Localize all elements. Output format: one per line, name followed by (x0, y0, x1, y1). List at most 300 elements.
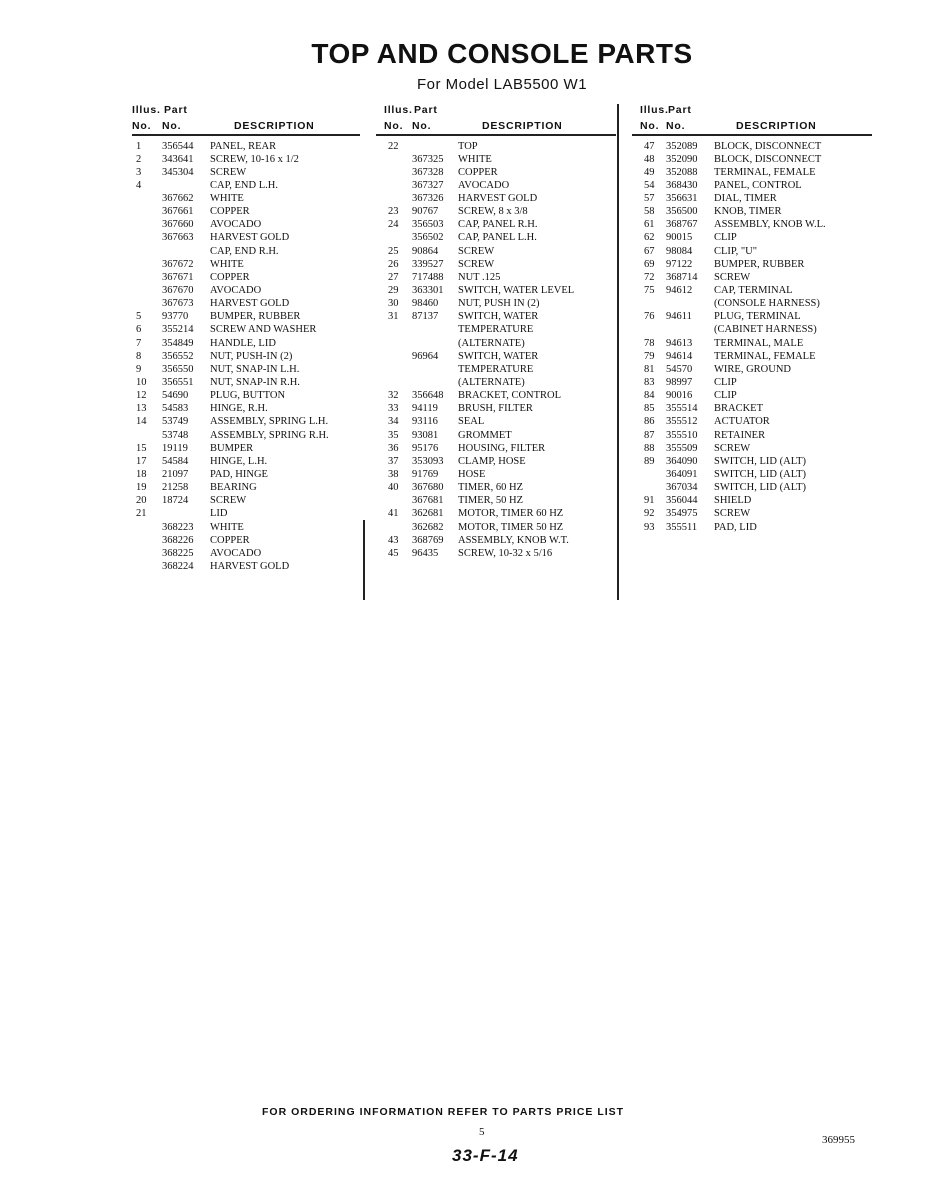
illus-label: Illus. (384, 104, 413, 116)
part-description: AVOCADO (210, 219, 262, 231)
part-row (376, 350, 616, 363)
part-row (376, 205, 616, 218)
parts-column-2 (376, 102, 616, 560)
part-number: 368225 (162, 547, 194, 559)
part-description: HOUSING, FILTER (458, 442, 546, 454)
part-row (632, 415, 872, 428)
part-row (632, 521, 872, 534)
illus-number: 92 (644, 508, 655, 520)
part-row (376, 258, 616, 271)
part-number: 367663 (162, 232, 194, 244)
part-description: MOTOR, TIMER 50 HZ (458, 521, 564, 533)
illus-number: 31 (388, 311, 399, 323)
part-row (632, 153, 872, 166)
illus-number: 6 (136, 324, 142, 336)
part-description: COPPER (210, 271, 250, 283)
part-row (376, 507, 616, 520)
part-description: TIMER, 50 HZ (458, 495, 524, 507)
part-number: 368769 (412, 534, 444, 546)
illus-number: 76 (644, 311, 655, 323)
part-row (132, 521, 360, 534)
part-row (132, 310, 360, 323)
part-description: PAD, LID (714, 521, 757, 533)
part-description: RETAINER (714, 429, 766, 441)
part-row (376, 153, 616, 166)
part-description: LID (210, 508, 228, 520)
part-number: 98460 (412, 298, 439, 310)
model-subtitle: For Model LAB5500 W1 (416, 76, 588, 93)
part-description: NUT, PUSH IN (2) (458, 298, 540, 310)
illus-number: 40 (388, 482, 399, 494)
part-number: 354975 (666, 508, 698, 520)
part-number: 356552 (162, 350, 194, 362)
part-description: PANEL, CONTROL (714, 179, 802, 191)
part-number: 97122 (666, 258, 693, 270)
illus-number: 69 (644, 258, 655, 270)
column-divider (363, 520, 365, 600)
part-number: 53748 (162, 429, 189, 441)
illus-number: 7 (136, 337, 142, 349)
part-description: BEARING (210, 482, 257, 494)
part-description: SWITCH, LID (ALT) (714, 482, 807, 494)
part-number: 90015 (666, 232, 693, 244)
part-row (376, 245, 616, 258)
part-description: AVOCADO (210, 547, 262, 559)
part-description: ACTUATOR (714, 416, 770, 428)
part-number: 355509 (666, 442, 698, 454)
part-row (132, 192, 360, 205)
part-row (376, 442, 616, 455)
part-number: 367661 (162, 206, 194, 218)
part-description: TERMINAL, FEMALE (714, 166, 816, 178)
description-header: DESCRIPTION (482, 120, 563, 132)
part-number: 93770 (162, 311, 189, 323)
part-description: CLIP, "U" (714, 245, 757, 257)
part-row (376, 337, 616, 350)
part-number: 94612 (666, 285, 693, 297)
illus-number: 67 (644, 245, 655, 257)
handwritten-code: 33-F-14 (452, 1146, 519, 1165)
part-description: COPPER (458, 166, 498, 178)
part-row (376, 415, 616, 428)
part-row (632, 284, 872, 297)
part-description: WHITE (458, 153, 492, 165)
illus-number: 22 (388, 140, 399, 152)
part-description: PLUG, BUTTON (210, 390, 286, 402)
part-row (376, 481, 616, 494)
illus-number: 83 (644, 377, 655, 389)
part-description: SCREW, 10-16 x 1/2 (210, 153, 299, 165)
part-row (632, 297, 872, 310)
part-description: CAP, PANEL L.H. (458, 232, 537, 244)
part-number: 94611 (666, 311, 692, 323)
illus-number: 8 (136, 350, 142, 362)
part-row (376, 284, 616, 297)
part-description: CLIP (714, 377, 737, 389)
part-number: 356551 (162, 377, 194, 389)
column-header (376, 118, 616, 134)
column-divider (617, 104, 619, 600)
illus-number: 20 (136, 495, 147, 507)
part-row (632, 231, 872, 244)
illus-number: 33 (388, 403, 399, 415)
part-description: PANEL, REAR (210, 140, 277, 152)
part-description: HOSE (458, 469, 486, 481)
column-header-top (632, 102, 872, 118)
part-description: SCREW (714, 442, 751, 454)
part-row (376, 297, 616, 310)
part-number: 717488 (412, 271, 444, 283)
part-row (132, 179, 360, 192)
illus-number: 61 (644, 219, 655, 231)
part-number: 53749 (162, 416, 189, 428)
part-row (132, 166, 360, 179)
part-row (632, 429, 872, 442)
part-row (132, 429, 360, 442)
part-number: 367325 (412, 153, 444, 165)
illus-number: 87 (644, 429, 655, 441)
part-number: 87137 (412, 311, 439, 323)
part-row (132, 481, 360, 494)
illus-number: 13 (136, 403, 147, 415)
part-description: ASSEMBLY, KNOB W.T. (458, 534, 569, 546)
part-number: 98084 (666, 245, 693, 257)
illus-number: 27 (388, 271, 399, 283)
part-row (632, 179, 872, 192)
part-row (132, 231, 360, 244)
page-number: 5 (479, 1126, 485, 1138)
part-description: WHITE (210, 521, 244, 533)
illus-number: 5 (136, 311, 142, 323)
part-number: 367660 (162, 219, 194, 231)
illus-number: 26 (388, 258, 399, 270)
illus-number: 38 (388, 469, 399, 481)
part-row (132, 363, 360, 376)
part-row (632, 507, 872, 520)
part-row (132, 455, 360, 468)
part-description: CLIP (714, 390, 737, 402)
part-description: AVOCADO (210, 285, 262, 297)
part-number: 367326 (412, 193, 444, 205)
part-description: HARVEST GOLD (210, 232, 290, 244)
part-description: KNOB, TIMER (714, 206, 782, 218)
part-row (132, 258, 360, 271)
part-row (632, 140, 872, 153)
illus-number: 17 (136, 455, 147, 467)
part-description: SCREW, 8 x 3/8 (458, 206, 528, 218)
part-description: CAP, PANEL R.H. (458, 219, 538, 231)
illus-number: 18 (136, 469, 147, 481)
part-number: 356550 (162, 363, 194, 375)
part-description: HINGE, L.H. (210, 455, 268, 467)
part-number: 96964 (412, 350, 439, 362)
illus-number: 35 (388, 429, 399, 441)
part-description: (ALTERNATE) (458, 377, 525, 389)
part-row (376, 547, 616, 560)
column-header-top (376, 102, 616, 118)
part-row (632, 310, 872, 323)
part-description: GROMMET (458, 429, 512, 441)
part-row (132, 442, 360, 455)
part-row (132, 153, 360, 166)
part-row (376, 376, 616, 389)
part-description: SCREW (714, 508, 751, 520)
part-description: BRUSH, FILTER (458, 403, 533, 415)
description-header: DESCRIPTION (234, 120, 315, 132)
part-row (376, 310, 616, 323)
column-header-top (132, 102, 360, 118)
part-row (632, 402, 872, 415)
part-number: 356631 (666, 193, 698, 205)
part-number: 356502 (412, 232, 444, 244)
part-description: (CONSOLE HARNESS) (714, 298, 820, 310)
header-rule (132, 134, 360, 136)
part-row (132, 494, 360, 507)
part-description: SWITCH, LID (ALT) (714, 469, 807, 481)
illus-number: 86 (644, 416, 655, 428)
part-no-header: No. (412, 120, 432, 132)
illus-no-header: No. (384, 120, 404, 132)
part-number: 367673 (162, 298, 194, 310)
part-number: 368226 (162, 534, 194, 546)
illus-number: 21 (136, 508, 147, 520)
part-number: 367662 (162, 193, 194, 205)
part-number: 364091 (666, 469, 698, 481)
part-row (632, 258, 872, 271)
part-number: 356648 (412, 390, 444, 402)
part-number: 54570 (666, 363, 693, 375)
part-no-header: No. (666, 120, 686, 132)
illus-number: 34 (388, 416, 399, 428)
part-row (376, 363, 616, 376)
part-number: 368223 (162, 521, 194, 533)
part-number: 54690 (162, 390, 189, 402)
part-number: 21097 (162, 469, 189, 481)
part-number: 91769 (412, 469, 439, 481)
page-title: TOP AND CONSOLE PARTS (311, 38, 693, 69)
illus-number: 32 (388, 390, 399, 402)
part-description: (CABINET HARNESS) (714, 324, 817, 336)
part-row (132, 376, 360, 389)
part-number: 355510 (666, 429, 698, 441)
part-row (632, 350, 872, 363)
part-number: 355514 (666, 403, 698, 415)
header-rule (632, 134, 872, 136)
part-description: ASSEMBLY, SPRING R.H. (210, 429, 329, 441)
part-row (376, 402, 616, 415)
illus-number: 78 (644, 337, 655, 349)
part-description: SCREW AND WASHER (210, 324, 317, 336)
part-number: 54583 (162, 403, 189, 415)
part-number: 368767 (666, 219, 698, 231)
part-description: SWITCH, WATER LEVEL (458, 285, 575, 297)
part-description: HANDLE, LID (210, 337, 276, 349)
part-row (632, 376, 872, 389)
part-row (132, 468, 360, 481)
illus-number: 2 (136, 153, 142, 165)
part-number: 367327 (412, 179, 444, 191)
part-description: BRACKET (714, 403, 764, 415)
illus-number: 15 (136, 442, 147, 454)
part-number: 367680 (412, 482, 444, 494)
part-row (132, 402, 360, 415)
part-row (132, 140, 360, 153)
illus-number: 4 (136, 179, 142, 191)
part-number: 95176 (412, 442, 439, 454)
part-row (376, 218, 616, 231)
part-number: 54584 (162, 455, 189, 467)
illus-number: 12 (136, 390, 147, 402)
part-number: 352089 (666, 140, 698, 152)
part-row (376, 455, 616, 468)
part-number: 343641 (162, 153, 194, 165)
part-row (376, 231, 616, 244)
illus-number: 72 (644, 271, 655, 283)
part-row (376, 323, 616, 336)
part-row (632, 389, 872, 402)
part-row (132, 245, 360, 258)
part-description: COPPER (210, 206, 250, 218)
part-row (632, 442, 872, 455)
part-number: 362681 (412, 508, 444, 520)
part-description: MOTOR, TIMER 60 HZ (458, 508, 564, 520)
part-row (632, 323, 872, 336)
part-description: NUT .125 (458, 271, 501, 283)
part-row (132, 205, 360, 218)
part-number: 90767 (412, 206, 439, 218)
illus-number: 91 (644, 495, 655, 507)
part-number: 98997 (666, 377, 693, 389)
column-header (132, 118, 360, 134)
part-number: 362682 (412, 521, 444, 533)
part-description: AVOCADO (458, 179, 510, 191)
part-row (632, 455, 872, 468)
part-description: HINGE, R.H. (210, 403, 268, 415)
part-row (132, 415, 360, 428)
part-row (132, 547, 360, 560)
part-number: 367328 (412, 166, 444, 178)
illus-number: 81 (644, 363, 655, 375)
part-row (376, 271, 616, 284)
part-row (376, 166, 616, 179)
part-description: TERMINAL, MALE (714, 337, 804, 349)
part-description: HARVEST GOLD (210, 561, 290, 572)
part-row (376, 429, 616, 442)
part-row (632, 271, 872, 284)
column-header (632, 118, 872, 134)
part-number: 367671 (162, 271, 194, 283)
part-row (132, 507, 360, 520)
part-description: (ALTERNATE) (458, 337, 525, 349)
part-number: 368714 (666, 271, 698, 283)
illus-number: 62 (644, 232, 655, 244)
part-row (632, 245, 872, 258)
header-rule (376, 134, 616, 136)
part-number: 356500 (666, 206, 698, 218)
part-description: HARVEST GOLD (210, 298, 290, 310)
part-description: NUT, PUSH-IN (2) (210, 350, 293, 362)
parts-column-1 (132, 102, 360, 573)
part-description: TOP (458, 140, 478, 152)
part-row (132, 218, 360, 231)
part-description: SHIELD (714, 495, 752, 507)
part-description: ASSEMBLY, SPRING L.H. (210, 416, 329, 428)
part-row (632, 218, 872, 231)
part-description: BUMPER (210, 442, 254, 454)
illus-number: 48 (644, 153, 655, 165)
part-description: WHITE (210, 258, 244, 270)
part-description: SCREW (458, 245, 495, 257)
part-description: NUT, SNAP-IN L.H. (210, 363, 300, 375)
illus-number: 93 (644, 521, 655, 533)
part-label: Part (164, 104, 188, 116)
part-number: 90864 (412, 245, 439, 257)
part-number: 356544 (162, 140, 194, 152)
illus-number: 54 (644, 179, 655, 191)
illus-number: 85 (644, 403, 655, 415)
part-description: COPPER (210, 534, 250, 546)
part-description: SCREW (458, 258, 495, 270)
description-header: DESCRIPTION (736, 120, 817, 132)
part-description: WIRE, GROUND (714, 363, 791, 375)
part-description: CLIP (714, 232, 737, 244)
part-description: PAD, HINGE (210, 469, 268, 481)
part-description: BUMPER, RUBBER (210, 311, 301, 323)
illus-number: 1 (136, 140, 142, 152)
illus-number: 57 (644, 193, 655, 205)
illus-number: 25 (388, 245, 399, 257)
part-row (632, 468, 872, 481)
part-row (132, 323, 360, 336)
part-description: WHITE (210, 193, 244, 205)
part-number: 96435 (412, 547, 439, 559)
part-row (132, 337, 360, 350)
part-number: 339527 (412, 258, 444, 270)
part-row (632, 494, 872, 507)
part-row (632, 192, 872, 205)
illus-number: 29 (388, 285, 399, 297)
part-label: Part (668, 104, 692, 116)
part-row (376, 494, 616, 507)
part-description: ASSEMBLY, KNOB W.L. (714, 219, 826, 231)
part-row (132, 297, 360, 310)
illus-number: 89 (644, 455, 655, 467)
part-description: NUT, SNAP-IN R.H. (210, 377, 300, 389)
part-number: 367034 (666, 482, 698, 494)
part-row (132, 350, 360, 363)
part-row (132, 534, 360, 547)
illus-number: 49 (644, 166, 655, 178)
part-description: BRACKET, CONTROL (458, 390, 562, 402)
part-description: TIMER, 60 HZ (458, 482, 524, 494)
illus-number: 47 (644, 140, 655, 152)
part-description: TERMINAL, FEMALE (714, 350, 816, 362)
part-row (632, 205, 872, 218)
part-number: 94119 (412, 403, 438, 415)
illus-number: 43 (388, 534, 399, 546)
part-description: SWITCH, WATER (458, 350, 539, 362)
illus-number: 10 (136, 377, 147, 389)
part-number: 90016 (666, 390, 693, 402)
part-description: SWITCH, LID (ALT) (714, 455, 807, 467)
part-number: 356044 (666, 495, 698, 507)
part-number: 93116 (412, 416, 438, 428)
part-description: SCREW, 10-32 x 5/16 (458, 547, 553, 559)
illus-number: 45 (388, 547, 399, 559)
illus-number: 14 (136, 416, 147, 428)
part-number: 367672 (162, 258, 194, 270)
illus-number: 36 (388, 442, 399, 454)
